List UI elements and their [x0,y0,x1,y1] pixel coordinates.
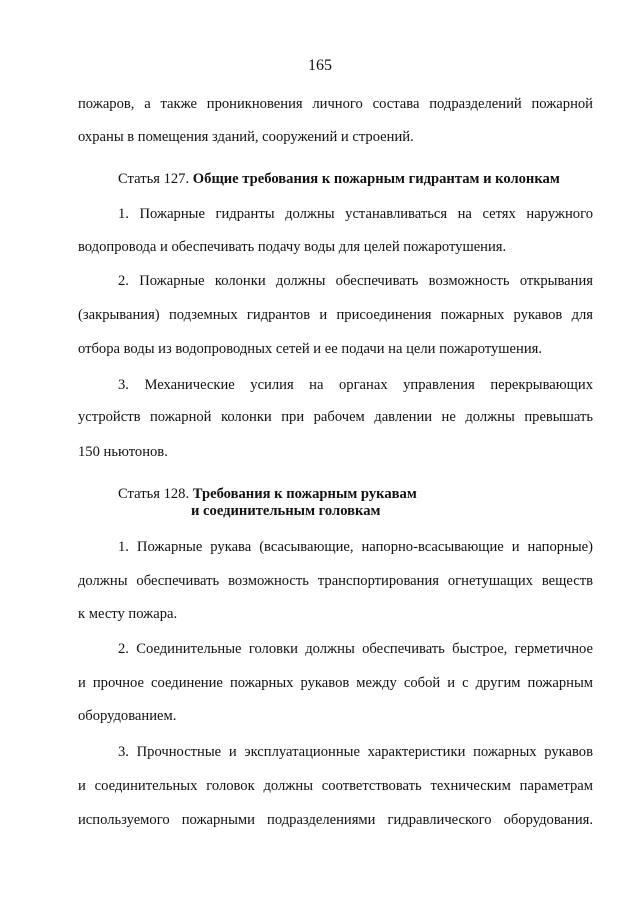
article-127-title: Общие требования к пожарным гидрантам и колонкам [192,171,560,187]
paragraph-line: устройств пожарной колонки при рабочем давлении не должны превышать [78,409,593,425]
paragraph-line: должны обеспечивать возможность транспортирования огнетушащих веществ [78,573,593,589]
article-128-number: Статья 128. [118,486,190,502]
paragraph-line: 2. Соединительные головки должны обеспечивать быстрое, герметичное [118,641,593,657]
paragraph-line: охраны в помещения зданий, сооружений и строений. [78,129,414,145]
paragraph-line: оборудованием. [78,708,177,724]
paragraph-line: 1. Пожарные рукава (всасывающие, напорно-всасывающие и напорные) [118,539,593,555]
paragraph-line: к месту пожара. [78,606,178,622]
article-127-number: Статья 127. [118,171,190,187]
page-number: 165 [308,57,332,74]
paragraph-line: 3. Механические усилия на органах управления перекрывающих [118,377,593,393]
article-127-heading [118,170,560,188]
paragraph-line: 2. Пожарные колонки должны обеспечивать возможность открывания [118,273,593,289]
paragraph-line: используемого пожарными подразделениями гидравлического оборудования. [78,812,593,828]
paragraph-line: 1. Пожарные гидранты должны устанавливаться на сетях наружного [118,206,593,222]
article-128-title-line-2: и соединительным головкам [191,503,381,519]
paragraph-line: 3. Прочностные и эксплуатационные характеристики пожарных рукавов [118,744,593,760]
paragraph-line: и соединительных головок должны соответствовать техническим параметрам [78,778,593,794]
paragraph-line: отбора воды из водопроводных сетей и ее подачи на цели пожаротушения. [78,341,542,357]
paragraph-line: и прочное соединение пожарных рукавов между собой и с другим пожарным [78,675,593,691]
paragraph-line: 150 ньютонов. [78,444,168,460]
article-128-title: Требования к пожарным рукавам [192,486,417,502]
paragraph-line: (закрывания) подземных гидрантов и присоединения пожарных рукавов для [78,307,593,323]
article-128-heading [118,485,417,503]
paragraph-line: водопровода и обеспечивать подачу воды для целей пожаротушения. [78,239,507,255]
paragraph-line: пожаров, а также проникновения личного состава подразделений пожарной [78,96,593,112]
